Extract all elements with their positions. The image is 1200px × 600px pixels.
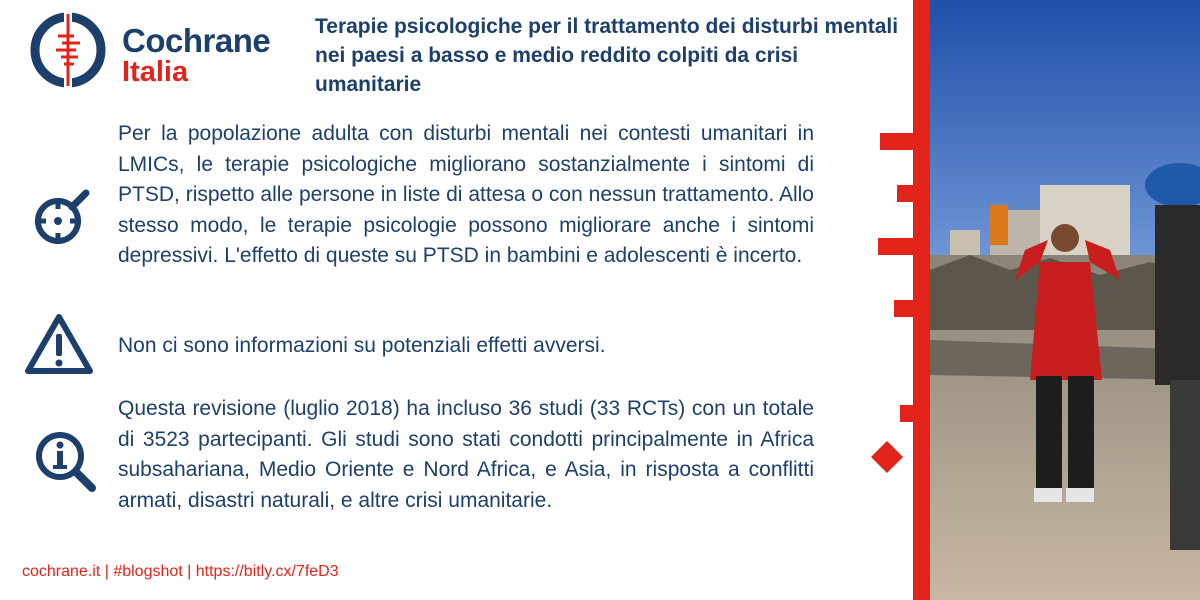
footer-links[interactable]: cochrane.it | #blogshot | https://bitly.cx/7feD3 [22, 563, 339, 580]
finding-effectiveness: Per la popolazione adulta con disturbi mentali nei contesti umanitari in LMICs, le terapie psicologiche migliorano sostanzialmente i sintomi di PTSD, rispetto alle persone in liste di attesa o con nessun trattamento. Allo stesso modo, le terapie psicologie possono migliorare anche i sintomi depressivi. L'effetto di queste su PTSD in bambini e adolescenti è incerto. [118, 122, 814, 267]
cochrane-logo-icon [28, 10, 108, 90]
target-icon [30, 185, 94, 249]
warning-icon [24, 312, 94, 376]
page-title: Terapie psicologiche per il trattamento dei disturbi mentali nei paesi a basso e medio reddito colpiti da crisi umanitarie [315, 15, 899, 96]
humanitarian-photo [930, 0, 1200, 600]
finding-adverse-effects: Non ci sono informazioni su potenziali effetti avversi. [118, 334, 606, 357]
logo-word-italia: Italia [122, 56, 189, 88]
decorative-stripes [800, 0, 940, 600]
logo-word-cochrane: Cochrane [122, 22, 271, 59]
cochrane-italia-logo [28, 10, 318, 90]
finding-review-info: Questa revisione (luglio 2018) ha incluso 36 studi (33 RCTs) con un totale di 3523 partecipanti. Gli studi sono stati condotti principalmente in Africa subsahariana, Medio Oriente e Nord Africa, e Asia, in risposta a conflitti armati, disastri naturali, e altre crisi umanitarie. [118, 397, 814, 512]
info-search-icon [34, 430, 98, 494]
